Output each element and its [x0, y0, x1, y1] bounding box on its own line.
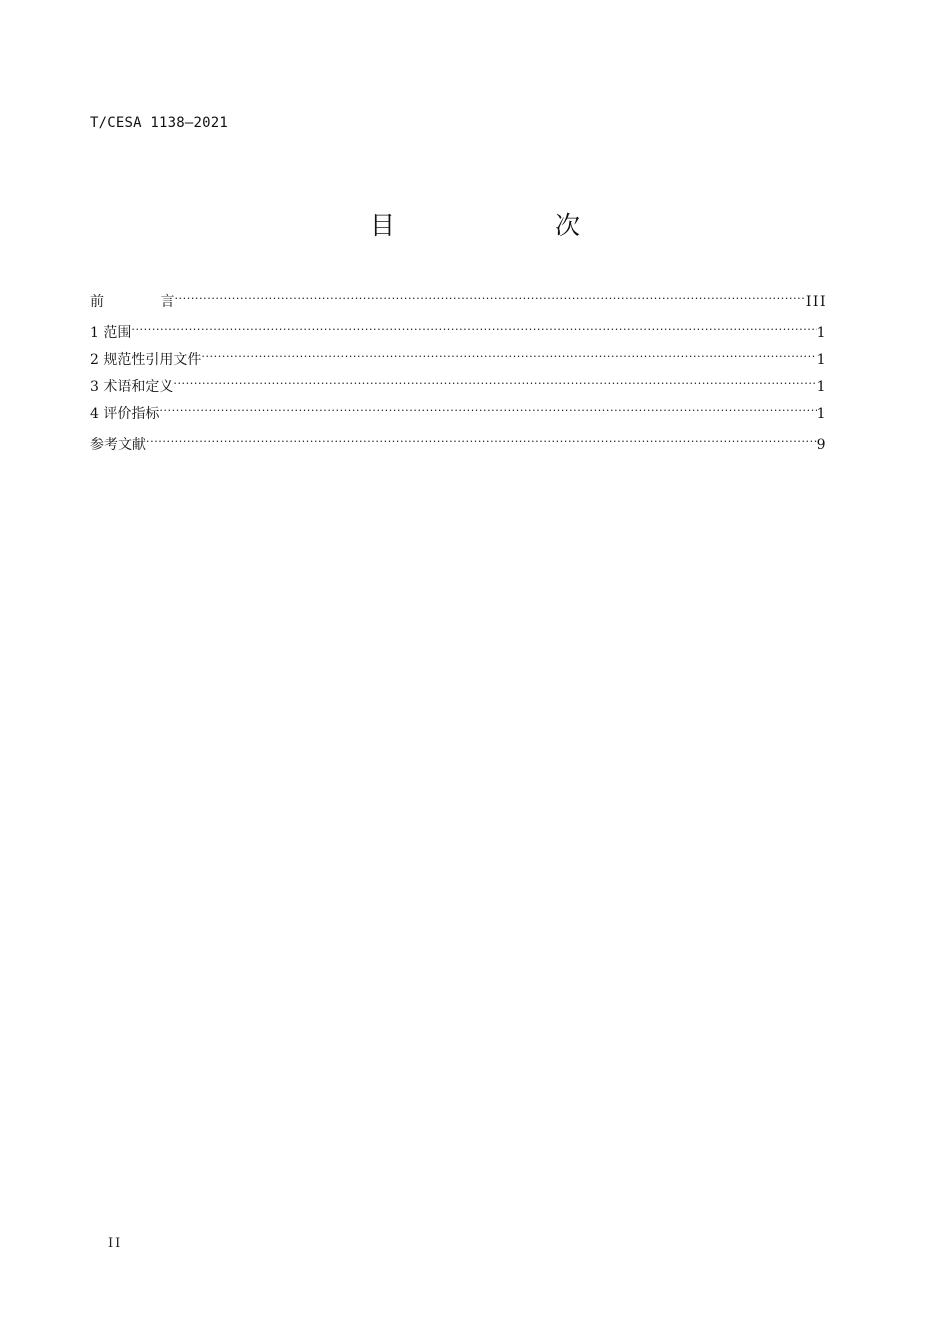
toc-leader-dots	[159, 398, 816, 418]
toc-entry-normative-references[interactable]	[90, 344, 827, 371]
toc-entry-bibliography[interactable]	[90, 429, 827, 456]
toc-entry-page: 1	[816, 325, 827, 341]
toc-entry-label: 参考文献	[90, 437, 146, 453]
toc-entry-page: 1	[816, 352, 827, 368]
toc-title: 目 次	[370, 211, 656, 240]
toc-leader-dots	[174, 286, 805, 306]
toc-entry-page: 9	[816, 437, 827, 453]
toc-leader-dots	[201, 344, 816, 364]
toc-leader-dots	[131, 317, 816, 337]
toc-entry-label: 1 范围	[90, 325, 132, 341]
toc-entry-scope[interactable]	[90, 317, 827, 344]
toc-entry-label: 2 规范性引用文件	[90, 352, 202, 368]
toc-entry-label: 3 术语和定义	[90, 379, 174, 395]
toc-entry-terms-definitions[interactable]	[90, 371, 827, 398]
toc-entry-page: 1	[816, 406, 827, 422]
document-code: T/CESA 1138—2021	[90, 115, 229, 131]
toc-leader-dots	[146, 429, 817, 449]
toc-entry-page: III	[805, 294, 827, 310]
toc-entry-evaluation-indicators[interactable]	[90, 398, 827, 425]
toc-entry-page: 1	[816, 379, 827, 395]
toc-leader-dots	[173, 371, 816, 391]
toc-entry-label: 4 评价指标	[90, 406, 160, 422]
toc-entry-foreword[interactable]	[90, 286, 827, 313]
toc-entry-label: 前 言	[90, 294, 175, 310]
table-of-contents	[90, 286, 827, 456]
page-number: II	[108, 1236, 123, 1251]
